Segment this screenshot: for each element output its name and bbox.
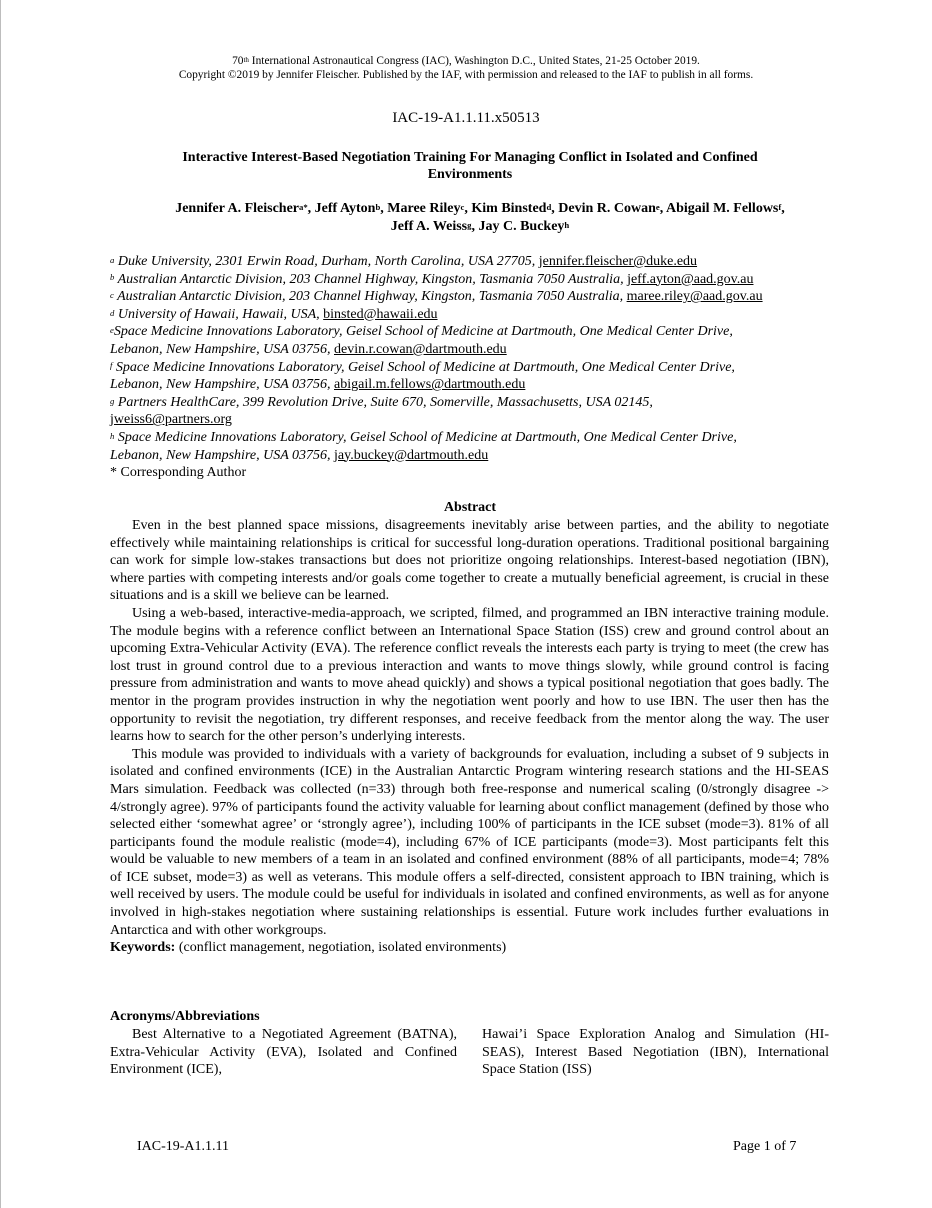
affiliation-text: Space Medicine Innovations Laboratory, Geisel School of Medicine at Dartmouth, One Medical Center Drive, [113, 324, 733, 340]
affiliation-b [110, 271, 830, 289]
email-link[interactable]: binsted@hawaii.edu [323, 306, 438, 322]
affiliation-text: Australian Antarctic Division, 203 Channel Highway, Kingston, Tasmania 7050 Australia, [117, 289, 627, 305]
author-affiliation-mark: h [564, 219, 570, 230]
email-link[interactable]: jennifer.fleischer@duke.edu [538, 254, 698, 269]
abstract-body [110, 517, 829, 957]
acronyms-heading: Acronyms/Abbreviations [110, 1009, 260, 1024]
affiliation-f [110, 359, 830, 377]
author-affiliation-mark: a* [299, 201, 308, 212]
keywords-label: Keywords: [110, 940, 176, 956]
affiliation-a [110, 253, 830, 271]
affiliations [110, 253, 830, 482]
footer-paper-id: IAC-19-A1.1.11 [137, 1139, 230, 1154]
acronyms-right-column: Hawai’i Space Exploration Analog and Simulation (HI-SEAS), Interest Based Negotiation (IBN), International Space Station (ISS) [482, 1027, 829, 1078]
email-link[interactable]: jeff.ayton@aad.gov.au [627, 271, 754, 287]
author-separator: , [307, 201, 315, 216]
paper-title: Interactive Interest-Based Negotiation Training For Managing Conflict in Isolated and Confined Environments [182, 150, 758, 182]
email-link[interactable]: maree.riley@aad.gov.au [626, 289, 763, 305]
affiliation-h-continued [110, 447, 830, 465]
author-separator: , [471, 219, 479, 234]
author-name: Jeff Ayton [314, 201, 376, 216]
author-affiliation-mark: b [375, 201, 381, 212]
acronyms-left-column: Best Alternative to a Negotiated Agreement (BATNA), Extra-Vehicular Activity (EVA), Isolated and Confined Environment (ICE), [110, 1027, 457, 1078]
affiliation-letter: a [110, 254, 115, 265]
author-name: Jay C. Buckey [478, 219, 565, 234]
author-name: Devin R. Cowan [558, 201, 656, 216]
author-affiliation-mark: g [467, 219, 472, 230]
email-link[interactable]: jweiss6@partners.org [110, 412, 232, 428]
author-affiliation-mark: c [460, 201, 465, 212]
author-affiliation-mark: e [655, 201, 660, 212]
abstract-paragraph: Using a web-based, interactive-media-approach, we scripted, filmed, and programmed an IBN interactive training module. The module begins with a reference conflict between an International Space Station (ISS) crew and ground control about an upcoming Extra-Vehicular Activity (EVA). The reference conflict reveals the interests each party is trying to meet (the crew has lost trust in ground control due to a previous interaction and wants to move things slowly, while ground control is facing pressure from administration and wants to move ahead quickly) and shows a typical positional negotiation that goes badly. The mentor in the program provides instruction in why the negotiation went poorly and how to use IBN. The user then has the opportunity to revisit the negotiation, try different responses, and receive feedback from the mentor along the way. The user learns how to search for the other person’s underlying interests. [110, 605, 829, 745]
affiliation-text: Space Medicine Innovations Laboratory, Geisel School of Medicine at Dartmouth, One Medical Center Drive, [115, 359, 735, 375]
affiliation-letter: h [110, 430, 115, 441]
affiliation-c [110, 288, 830, 306]
affiliation-letter: b [110, 272, 115, 283]
affiliation-letter: f [110, 360, 113, 371]
affiliation-g [110, 394, 830, 412]
conference-header [0, 54, 932, 82]
affiliation-letter: g [110, 395, 115, 406]
affiliation-text: Space Medicine Innovations Laboratory, Geisel School of Medicine at Dartmouth, One Medical Center Drive, [117, 429, 737, 445]
conference-line-1 [0, 54, 932, 68]
affiliation-e-continued [110, 341, 830, 359]
author-list [120, 200, 840, 236]
affiliation-letter: d [110, 307, 115, 318]
email-link[interactable]: abigail.m.fellows@dartmouth.edu [334, 377, 526, 393]
email-link[interactable]: devin.r.cowan@dartmouth.edu [334, 341, 507, 357]
author-separator: , [551, 201, 559, 216]
author-name: Maree Riley [387, 201, 461, 216]
author-separator: , [464, 201, 472, 216]
author-name: Kim Binsted [471, 201, 547, 216]
affiliation-text: Australian Antarctic Division, 203 Channel Highway, Kingston, Tasmania 7050 Australia, [117, 271, 628, 287]
affiliation-e [110, 323, 830, 341]
keywords-text: (conflict management, negotiation, isolated environments) [175, 940, 507, 956]
abstract-paragraph: This module was provided to individuals with a variety of backgrounds for evaluation, including a subset of 9 subjects in isolated and confined environments (ICE) in the Australian Antarctic Program wintering research stations and the HI-SEAS Mars simulation. Feedback was collected (n=33) through both free-response and numerical scaling (0/strongly disagree -> 4/strongly agree). 97% of participants found the activity valuable for learning about conflict management (defined by those who selected either ‘somewhat agree’ or ‘strongly agree’), including 100% of participants in the ICE subset (mode=3). 81% of all participants found the module realistic (mode=4), including 67% of ICE participants (mode=3). Most participants felt this would be valuable to new members of a team in an isolated and confined environment (88% of all participants, mode=4; 78% of ICE subset, mode=3) as well as veterans. This module offers a self-directed, consistent approach to IBN training, which is well received by users. The module could be useful for individuals in isolated and confined environments, as well as for anyone involved in high-stakes negotiation where sustaining relationships is essential. Future work includes further evaluations in Antarctica and with other workgroups. [110, 746, 829, 938]
affiliation-text: Duke University, 2301 Erwin Road, Durham, North Carolina, USA 27705, [117, 254, 539, 269]
affiliation-continuation: Lebanon, New Hampshire, USA 03756, [110, 447, 334, 463]
affiliation-g-continued [110, 411, 830, 429]
affiliation-f-continued [110, 376, 830, 394]
affiliation-letter: c [110, 290, 114, 301]
affiliation-continuation: Lebanon, New Hampshire, USA 03756, [110, 341, 334, 357]
author-affiliation-mark: f [778, 201, 782, 212]
author-line-2 [120, 218, 840, 236]
conference-ordinal: th [243, 56, 249, 65]
page-left-border [0, 0, 1, 1208]
author-separator: , [659, 201, 666, 216]
affiliation-h [110, 429, 830, 447]
affiliation-d [110, 306, 830, 324]
copyright-line: Copyright ©2019 by Jennifer Fleischer. Published by the IAF, with permission and released to the IAF to publish in all forms. [178, 69, 754, 81]
author-name: Abigail M. Fellows [666, 201, 779, 216]
affiliation-text: Partners HealthCare, 399 Revolution Drive, Suite 670, Somerville, Massachusetts, USA 02145, [117, 394, 653, 410]
keywords [110, 939, 829, 957]
affiliation-letter: e [110, 325, 114, 336]
abstract-paragraph: Even in the best planned space missions, disagreements inevitably arise between parties, and the ability to negotiate effectively while maintaining relationships is critical for successful long-duration operations. Traditional positional bargaining can work for simple low-stakes transactions but does not prioritize ongoing relationships. Interest-based negotiation (IBN), where parties with competing interests and/or goals come together to create a mutually beneficial agreement, is crucial in these situations and is a skill we believe can be learned. [110, 518, 829, 604]
footer-page-number: Page 1 of 7 [733, 1139, 797, 1154]
corresponding-author-note: * Corresponding Author [110, 465, 247, 481]
author-line-1 [120, 200, 840, 218]
affiliation-continuation: Lebanon, New Hampshire, USA 03756, [110, 377, 334, 393]
author-separator: , [781, 201, 785, 216]
author-affiliation-mark: d [546, 201, 552, 212]
author-name: Jeff A. Weiss [390, 219, 468, 234]
paper-id: IAC-19-A1.1.11.x50513 [392, 110, 540, 126]
author-name: Jennifer A. Fleischer [175, 201, 299, 216]
conference-line-1-text: International Astronautical Congress (IAC), Washington D.C., United States, 21-25 October 2019. [248, 55, 700, 67]
abstract-heading: Abstract [443, 500, 497, 515]
affiliation-text: University of Hawaii, Hawaii, USA, [117, 306, 324, 322]
conference-number: 70 [232, 55, 244, 67]
author-separator: , [380, 201, 388, 216]
email-link[interactable]: jay.buckey@dartmouth.edu [334, 447, 489, 463]
